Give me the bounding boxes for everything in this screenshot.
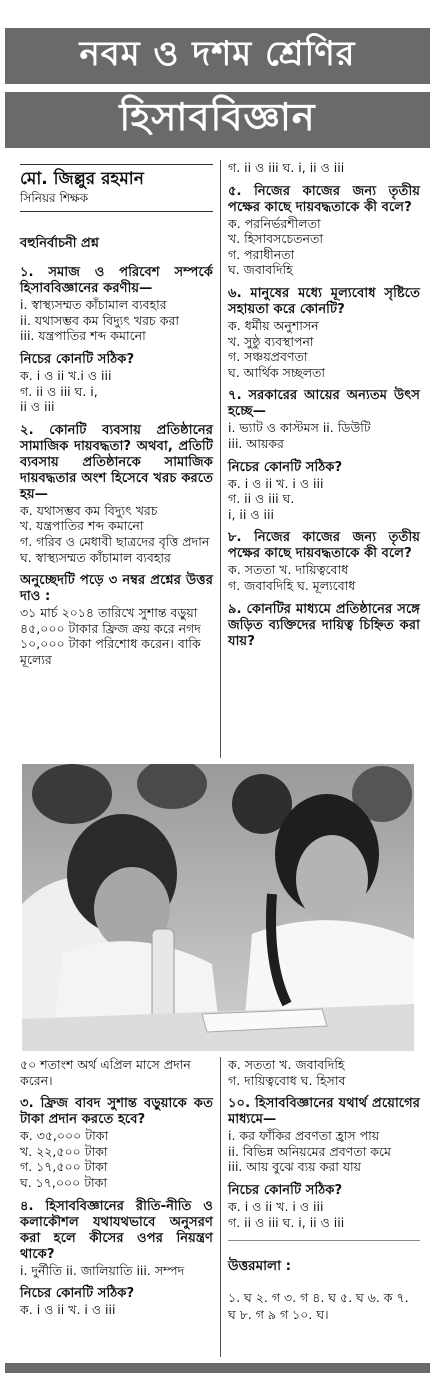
question-gap <box>20 1191 213 1199</box>
question-text: ৩. ফ্রিজ বাবদ সুশান্ত বড়ুয়াকে কত টাকা প্রদান করতে হবে? <box>20 1096 213 1128</box>
option-text: i. দুর্নীতি ii. জালিয়াতি iii. সম্পদ <box>20 1262 185 1278</box>
option-text: খ. সুষ্ঠু ব্যবস্থাপনা <box>228 333 314 349</box>
option-text: খ. যন্ত্রপাতির শব্দ কমানো <box>20 518 144 534</box>
option-text: ক. ৩৫,০০০ টাকা <box>20 1128 109 1144</box>
question-text: ১. সমাজ ও পরিবেশ সম্পর্কে হিসাববিজ্ঞানের করণীয়— <box>20 265 213 297</box>
option-text: ক. পরনির্ভরশীলতা <box>228 215 321 231</box>
question-gap <box>20 344 213 352</box>
option-text: ক. i ও ii খ. i ও iii <box>228 1198 324 1214</box>
question-text: ৪. হিসাববিজ্ঞানের রীতি-নীতি ও কলাকৌশল যথাযথভাবে অনুসরণ করা হলে কীসের ওপর নিয়ন্ত্রণ থাকে? <box>20 1198 213 1262</box>
footer-bar <box>5 1363 430 1373</box>
question-gap <box>20 415 213 423</box>
option-text: ii. বিভিন্ন অনিয়মের প্রবণতা কমে <box>228 1143 391 1159</box>
right-bottom-questions <box>228 1057 420 1230</box>
option-text: খ. হিসাবসচেতনতা <box>228 231 324 247</box>
option-text: ক. i ও ii খ. i ও iii <box>228 475 324 491</box>
photo-illustration <box>22 764 414 1051</box>
option-text: i, ii ও iii <box>228 506 274 522</box>
column-divider-top <box>220 160 221 758</box>
question-text: ৭. সরকারের আয়ের অন্যতম উৎস হচ্ছে— <box>228 388 420 420</box>
option-text: ৫০ শতাংশ অর্থ এপ্রিল মাসে প্রদান করেন। <box>20 1057 191 1088</box>
option-text: গ. সঞ্চয়প্রবণতা <box>228 349 308 365</box>
question-text: নিচের কোনটি সঠিক? <box>20 351 135 367</box>
header-subject-text: হিসাববিজ্ঞান <box>119 95 316 139</box>
answers-rule <box>228 1240 420 1241</box>
author-role: সিনিয়র শিক্ষক <box>20 191 89 205</box>
option-text: ঘ. আর্থিক সচ্ছলতা <box>228 364 326 380</box>
left-column-top <box>20 160 213 668</box>
header-class-banner <box>5 28 430 84</box>
option-text: iii. আয় বুঝে ব্যয় করা যায় <box>228 1159 362 1175</box>
question-text: নিচের কোনটি সঠিক? <box>228 1182 343 1198</box>
option-text: ক. সততা খ. জবাবদিহি <box>228 1057 345 1072</box>
question-gap <box>20 565 213 573</box>
column-divider-bottom <box>220 1057 221 1357</box>
option-text: ঘ. জবাবদিহি <box>228 262 293 278</box>
option-text: গ. জবাবদিহি ঘ. মূল্যবোধ <box>228 577 356 593</box>
option-text: ৩১ মার্চ ২০১৪ তারিখে সুশান্ত বড়ুয়া ৪৫,০০০ টাকার ফ্রিজ ক্রয় করে নগদ ১০,০০০ টাকা পরিশোধ করেন। বাকি মূল্যের <box>20 605 201 667</box>
question-gap <box>228 594 420 602</box>
option-text: ক. i ও ii খ.i ও iii <box>20 367 112 383</box>
option-text: গ. ii ও iii ঘ. <box>228 491 295 507</box>
option-text: ii. যথাসম্ভব কম বিদ্যুৎ খরচ করা <box>20 312 179 328</box>
question-text: ৬. মানুষের মধ্যে মূল্যবোধ সৃষ্টিতে সহায়তা করে কোনটি? <box>228 285 420 317</box>
option-text: গ. ii ও iii ঘ. i, ii ও iii <box>228 160 345 175</box>
question-gap <box>20 1278 213 1286</box>
question-gap <box>20 1088 213 1096</box>
answers-title: উত্তরমালা : <box>228 1258 292 1275</box>
question-gap <box>228 1088 420 1096</box>
option-text: ঘ. স্বাস্থ্যসম্মত কাঁচামাল ব্যবহার <box>20 549 171 565</box>
question-text: ২. কোনটি ব্যবসায় প্রতিষ্ঠানের সামাজিক দায়বদ্ধতা? অথবা, প্রতিটি ব্যবসায় প্রতিষ্ঠানকে সামাজিক দায়বদ্ধতার অংশ হিসেবে খরচ করতে হয়— <box>20 422 213 502</box>
option-text: গ. ii ও iii ঘ. i, ii ও iii <box>228 1214 345 1230</box>
option-text: গ. পরাধীনতা <box>228 246 295 262</box>
question-text: ৫. নিজের কাজের জন্য তৃতীয় পক্ষের কাছে দায়বদ্ধতাকে কী বলে? <box>228 183 420 215</box>
exam-students-photo <box>22 764 414 1051</box>
question-gap <box>228 278 420 286</box>
section-heading: বহুনির্বাচনী প্রশ্ন <box>20 235 99 251</box>
answers-text: ১. ঘ ২. গ ৩. গ ৪. ঘ ৫. ঘ ৬. ক ৭. ঘ ৮. গ ৯ গ ১০. ঘ। <box>228 1289 409 1322</box>
option-text: i. ভ্যাট ও কাস্টমস ii. ডিউটি <box>228 420 371 436</box>
option-text: গ. গরিব ও মেধাবী ছাত্রদের বৃত্তি প্রদান <box>20 533 210 549</box>
option-text: গ. ১৭,৫০০ টাকা <box>20 1159 108 1175</box>
option-text: iii. আয়কর <box>228 435 284 451</box>
question-text: অনুচ্ছেদটি পড়ে ৩ নম্বর প্রশ্নের উত্তর দাও : <box>20 573 213 605</box>
left-bottom-questions <box>20 1057 213 1318</box>
author-rule-bottom <box>20 211 213 212</box>
option-text: i. কর ফাঁকির প্রবণতা হ্রাস পায় <box>228 1128 380 1144</box>
question-gap <box>228 176 420 184</box>
question-gap <box>228 452 420 460</box>
question-text: ৯. কোনটির মাধ্যমে প্রতিষ্ঠানের সঙ্গে জড়িত ব্যক্তিদের দায়িত্ব চিহ্নিত করা যায়? <box>228 601 420 649</box>
header-class-text: নবম ও দশম শ্রেণির <box>79 33 356 74</box>
option-text: গ. দায়িত্ববোধ ঘ. হিসাব <box>228 1072 346 1088</box>
option-text: ii ও iii <box>20 399 55 415</box>
option-text: খ. ২২,৫০০ টাকা <box>20 1143 108 1159</box>
option-text: i. স্বাস্থ্যসম্মত কাঁচামাল ব্যবহার <box>20 297 167 313</box>
question-gap <box>228 1175 420 1183</box>
left-top-questions <box>20 265 213 667</box>
option-text: ক. সততা খ. দায়িত্ববোধ <box>228 562 349 578</box>
option-text: গ. ii ও iii ঘ. i, <box>20 383 98 399</box>
option-text: iii. যন্ত্রপাতির শব্দ কমানো <box>20 328 146 344</box>
option-text: ক. যথাসম্ভব কম বিদ্যুৎ খরচ <box>20 502 158 518</box>
left-column-bottom <box>20 1057 213 1318</box>
option-text: ক. ধর্মীয় অনুশাসন <box>228 317 319 333</box>
header-subject-banner <box>5 92 430 148</box>
author-name: মো. জিল্লুর রহমান <box>20 169 144 189</box>
right-column-bottom <box>228 1057 420 1323</box>
author-rule-top <box>20 164 213 165</box>
question-text: নিচের কোনটি সঠিক? <box>20 1286 135 1302</box>
right-column-top <box>228 160 420 650</box>
question-text: ১০. হিসাববিজ্ঞানের যথার্থ প্রয়োগের মাধ্যমে— <box>228 1096 420 1128</box>
question-text: নিচের কোনটি সঠিক? <box>228 459 343 475</box>
option-text: ঘ. ১৭,০০০ টাকা <box>20 1174 108 1190</box>
right-top-questions <box>228 160 420 650</box>
question-text: ৮. নিজের কাজের জন্য তৃতীয় পক্ষের কাছে দায়বদ্ধতাকে কী বলে? <box>228 530 420 562</box>
option-text: ক. i ও ii খ. i ও iii <box>20 1302 116 1318</box>
top-margin <box>5 0 430 20</box>
